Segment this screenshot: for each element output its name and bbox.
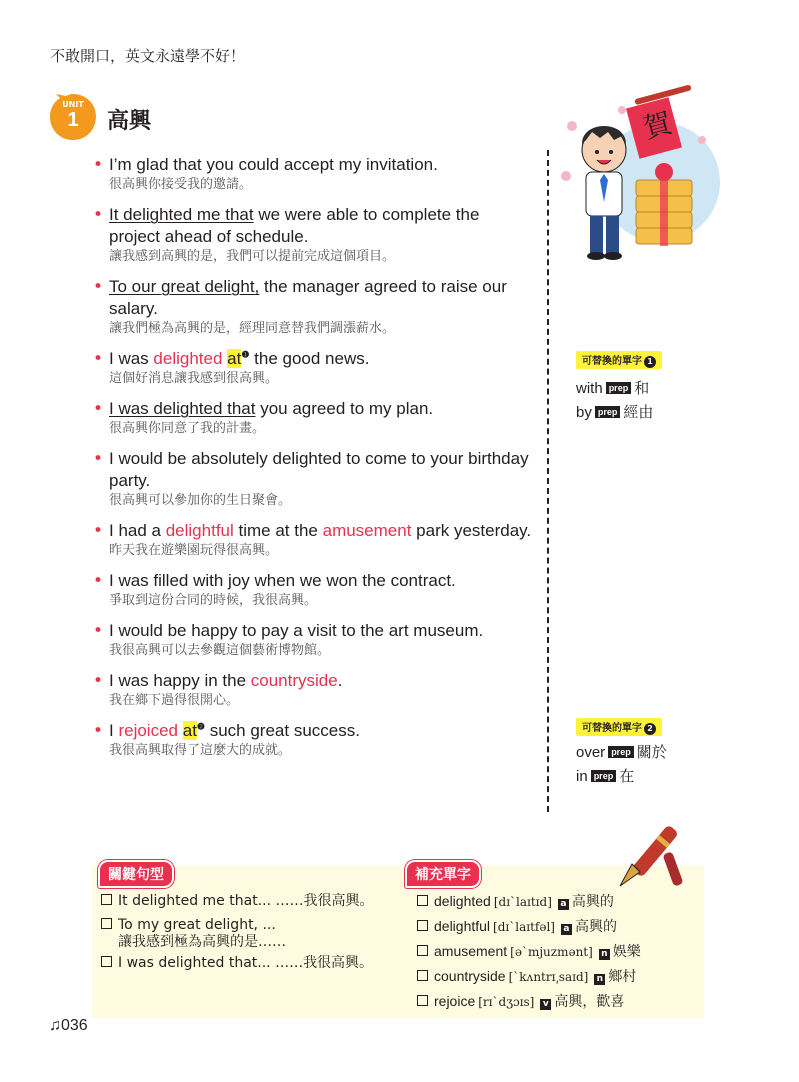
key-word: countryside — [250, 671, 338, 690]
bullet-icon: • — [93, 521, 104, 541]
sentence-item — [92, 670, 532, 710]
key-pattern-translation: 讓我感到極為高興的是…… — [118, 934, 286, 950]
note-marker: ❷ — [196, 721, 205, 732]
pos-tag: n — [594, 974, 605, 985]
key-pattern-phrase: It delighted me that — [109, 205, 254, 224]
vocab-list — [417, 889, 641, 1014]
sentence-english — [109, 520, 532, 542]
key-word: amusement — [322, 521, 412, 540]
sentence-english — [109, 570, 532, 592]
replace1-item-1 — [576, 401, 653, 422]
sentence-english — [109, 276, 532, 320]
sentence-text: the manager agreed to raise our salary. — [109, 277, 507, 318]
sentence-item — [92, 398, 532, 438]
bullet-icon: • — [93, 571, 104, 591]
vocab-word: countryside — [434, 968, 506, 984]
sentence-translation: 讓我感到高興的是，我們可以提前完成這個項目。 — [109, 249, 396, 264]
bullet-icon: • — [93, 205, 104, 225]
sentence-list — [92, 154, 532, 770]
vocab-item — [417, 989, 641, 1014]
replace2-item-1 — [576, 765, 634, 786]
vocab-phonetic: [dɪˋlaɪtfəl] — [493, 920, 555, 934]
replace-word: with — [576, 380, 603, 397]
vocab-phonetic: [rɪˋdʒɔɪs] — [478, 995, 535, 1009]
checkbox-icon[interactable] — [101, 918, 112, 929]
vocab-meaning: 鄉村 — [608, 969, 637, 985]
vocab-meaning: 高興，歡喜 — [554, 994, 625, 1010]
tag-number-2: 2 — [644, 723, 656, 735]
vocab-item — [417, 914, 641, 939]
vocab-word: delighted — [434, 893, 491, 909]
sentence-text: park yesterday. — [411, 521, 532, 540]
tag-number-1: 1 — [644, 356, 656, 368]
note-marker: ❶ — [241, 349, 250, 360]
replace-meaning: 在 — [619, 767, 635, 785]
sentence-translation: 昨天我在遊樂園玩得很高興。 — [109, 543, 279, 558]
pos-tag: a — [558, 899, 569, 910]
vocab-word: delightful — [434, 918, 491, 934]
bullet-icon: • — [93, 277, 104, 297]
key-pattern-text: It delighted me that... ……我很高興。 — [118, 893, 374, 909]
sentence-english — [109, 398, 532, 420]
sentence-text: I would be happy to pay a visit to the art museum. — [109, 621, 484, 640]
svg-text:賀: 賀 — [639, 105, 676, 146]
sentence-english — [109, 154, 532, 176]
key-pattern-phrase: To our great delight, — [109, 277, 260, 296]
pos-tag: prep — [595, 406, 621, 418]
replace-meaning: 經由 — [623, 403, 654, 421]
sentence-text: I had a — [109, 521, 166, 540]
sentence-translation: 很高興你同意了我的計畫。 — [109, 421, 266, 436]
vocab-phonetic: [dɪˋlaɪtɪd] — [493, 895, 552, 909]
vocab-meaning: 娛樂 — [612, 944, 641, 960]
pos-tag: a — [561, 924, 572, 935]
replaceable-word: at — [182, 721, 197, 740]
unit-badge — [48, 92, 98, 142]
bullet-icon: • — [93, 399, 104, 419]
sentence-english — [109, 348, 532, 370]
sentence-text: I was — [109, 349, 154, 368]
pos-tag: prep — [606, 382, 632, 394]
sentence-english — [109, 620, 532, 642]
bullet-icon: • — [93, 155, 104, 175]
key-pattern-text: I was delighted that... ……我很高興。 — [118, 955, 374, 971]
replaceable-words-label-1: 可替換的單字 — [582, 356, 642, 367]
key-word: delighted — [153, 349, 223, 368]
checkbox-icon[interactable] — [417, 970, 428, 981]
key-word: rejoiced — [118, 721, 178, 740]
fountain-pen-illustration — [612, 812, 702, 892]
replace1-item-0 — [576, 377, 649, 398]
bullet-icon: • — [93, 721, 104, 741]
sentence-english — [109, 204, 532, 248]
page-header: 不敢開口，英文永遠學不好！ — [50, 47, 246, 65]
key-pattern-item — [101, 889, 373, 913]
vocab-meaning: 高興的 — [574, 919, 617, 935]
sentence-item — [92, 348, 532, 388]
key-pattern-item — [101, 951, 373, 975]
replace-meaning: 和 — [634, 379, 650, 397]
pos-tag: prep — [608, 746, 634, 758]
sentence-translation: 很高興可以參加你的生日聚會。 — [109, 493, 292, 508]
bullet-icon: • — [93, 349, 104, 369]
vocab-item — [417, 964, 641, 989]
replaceable-words-label-2: 可替換的單字 — [582, 723, 642, 734]
sentence-translation: 這個好消息讓我感到很高興。 — [109, 371, 279, 386]
vocab-word: amusement — [434, 943, 508, 959]
sentence-item — [92, 570, 532, 610]
replaceable-words-tag-1 — [576, 351, 662, 369]
page-number-text: 036 — [61, 1017, 88, 1034]
sentence-translation: 讓我們極為高興的是，經理同意替我們調漲薪水。 — [109, 321, 396, 336]
sentence-item — [92, 720, 532, 760]
replaceable-word: at — [227, 349, 242, 368]
key-patterns-list — [101, 889, 373, 975]
key-word: delightful — [165, 521, 234, 540]
bullet-icon: • — [93, 449, 104, 469]
key-patterns-label: 關鍵句型 — [98, 860, 174, 888]
replace-word: over — [576, 744, 606, 761]
pos-tag: v — [540, 999, 551, 1010]
unit-label: UNIT — [62, 100, 84, 109]
checkbox-icon[interactable] — [417, 920, 428, 931]
sentence-item — [92, 448, 532, 510]
vocab-word: rejoice — [434, 993, 476, 1009]
sentence-item — [92, 520, 532, 560]
sentence-text: I would be absolutely delighted to come to your birthday party. — [109, 449, 529, 490]
pos-tag: prep — [591, 770, 617, 782]
unit-number: 1 — [67, 109, 79, 131]
sentence-text: I — [109, 721, 119, 740]
sentence-text: you agreed to my plan. — [255, 399, 434, 418]
sentence-translation: 我很高興可以去參觀這個藝術博物館。 — [109, 643, 331, 658]
sentence-text: the good news. — [249, 349, 370, 368]
sentence-text: such great success. — [205, 721, 360, 740]
vocab-phonetic: [ˋkʌntrɪ͵saɪd] — [508, 970, 589, 984]
key-pattern-text: To my great delight, ... — [118, 917, 276, 933]
sentence-translation: 爭取到這份合同的時候，我很高興。 — [109, 593, 318, 608]
dashed-divider — [547, 150, 549, 812]
unit-title: 高興 — [107, 109, 152, 134]
replaceable-words-tag-2 — [576, 718, 662, 736]
sentence-text: I was happy in the — [109, 671, 251, 690]
vocab-label: 補充單字 — [405, 860, 481, 888]
sentence-item — [92, 620, 532, 660]
checkbox-icon[interactable] — [417, 995, 428, 1006]
key-pattern-subtext — [101, 933, 373, 951]
sentence-text: time at the — [233, 521, 323, 540]
pos-tag: n — [599, 949, 610, 960]
checkbox-icon[interactable] — [417, 945, 428, 956]
sentence-text: we were able to complete the project ahead of schedule. — [109, 205, 480, 246]
vocab-meaning: 高興的 — [571, 894, 614, 910]
vocab-item — [417, 889, 641, 914]
vocab-phonetic: [əˋmjuzmənt] — [510, 945, 593, 959]
page-number — [49, 1017, 88, 1035]
bullet-icon: • — [93, 621, 104, 641]
replace-word: in — [576, 768, 588, 785]
sentence-text: I was filled with joy when we won the contract. — [109, 571, 456, 590]
sentence-item — [92, 154, 532, 194]
sentence-item — [92, 276, 532, 338]
bullet-icon: • — [93, 671, 104, 691]
key-pattern-phrase: I was delighted that — [109, 399, 256, 418]
sentence-text: . — [337, 671, 343, 690]
sentence-translation: 我在鄉下過得很開心。 — [109, 693, 240, 708]
sentence-item — [92, 204, 532, 266]
cartoon-illustration — [552, 80, 722, 270]
replace-word: by — [576, 404, 592, 421]
sentence-text: I’m glad that you could accept my invitation. — [109, 155, 438, 174]
sentence-translation: 很高興你接受我的邀請。 — [109, 177, 253, 192]
music-note-icon: ♫ — [49, 1017, 61, 1034]
sentence-english — [109, 448, 532, 492]
sentence-translation: 我很高興取得了這麼大的成就。 — [109, 743, 292, 758]
vocab-item — [417, 939, 641, 964]
replace-meaning: 關於 — [636, 743, 667, 761]
replace2-item-0 — [576, 741, 667, 762]
checkbox-icon[interactable] — [101, 956, 112, 967]
sentence-english — [109, 720, 532, 742]
checkbox-icon[interactable] — [417, 895, 428, 906]
checkbox-icon[interactable] — [101, 894, 112, 905]
sentence-english — [109, 670, 532, 692]
